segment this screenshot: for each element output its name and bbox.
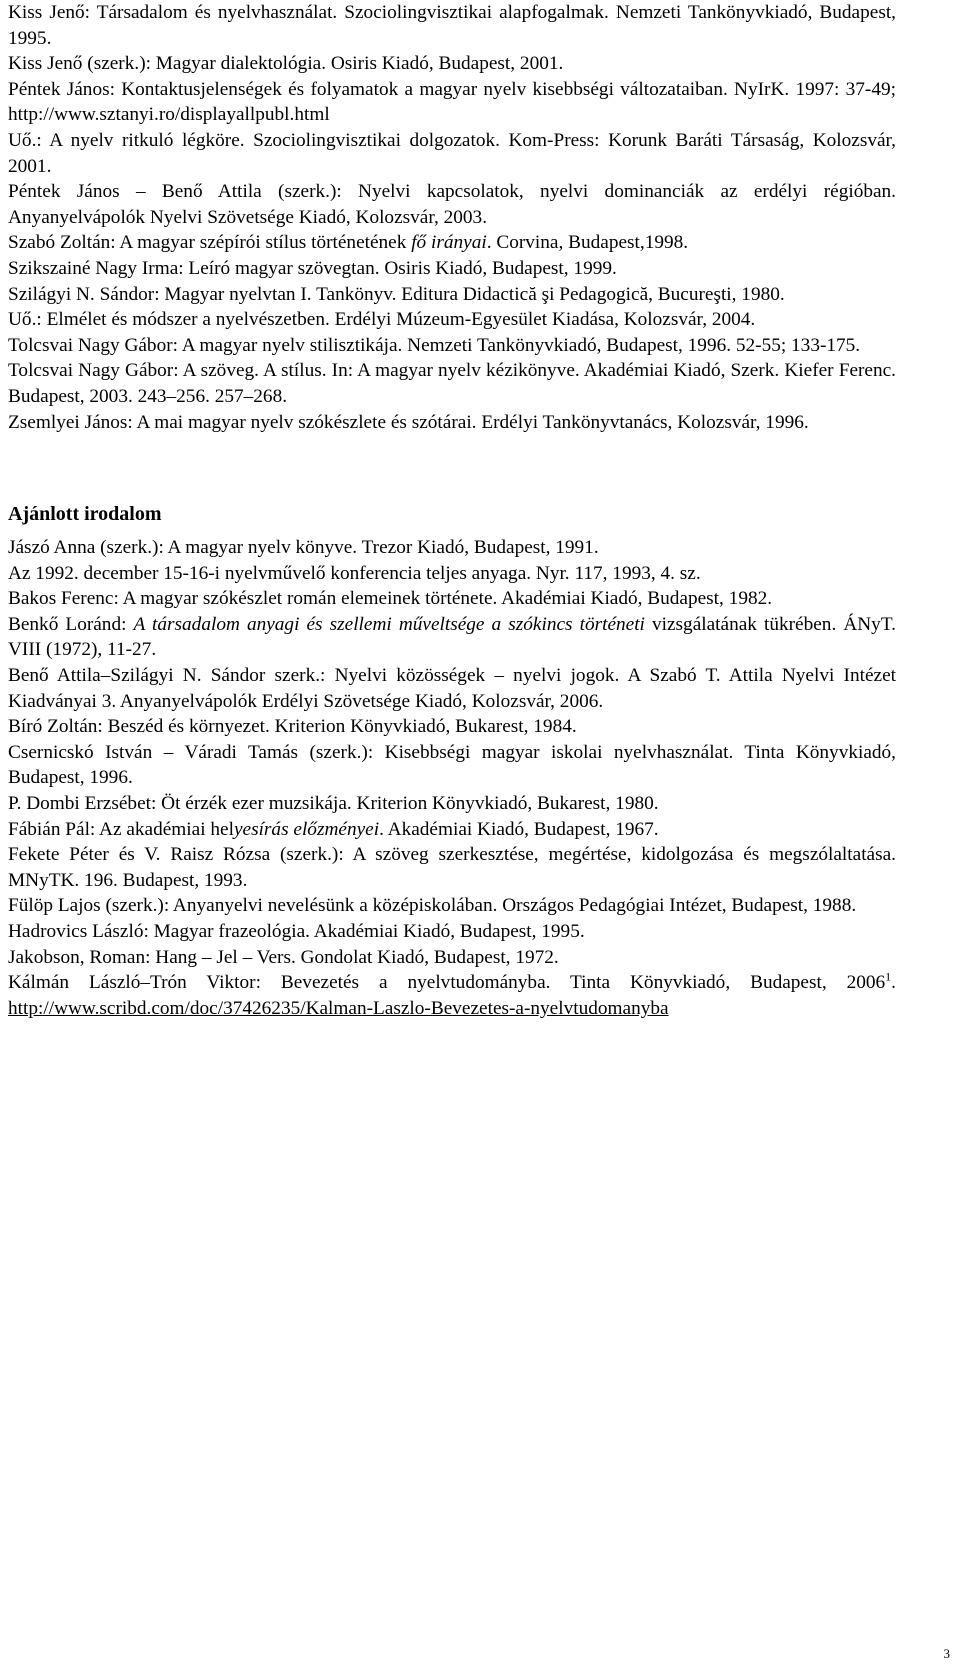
reference-entry <box>8 230 896 256</box>
reference-entry: Benő Attila–Szilágyi N. Sándor szerk.: Nyelvi közösségek – nyelvi jogok. A Szabó T. Attila Nyelvi Intézet Kiadványai 3. Anyanyelvápolók Erdélyi Szövetsége Kiadó, Kolozsvár, 2006. <box>8 665 896 712</box>
reference-entry: Szilágyi N. Sándor: Magyar nyelvtan I. Tankönyv. Editura Didactică şi Pedagogică, Bucureşti, 1980. <box>8 283 785 305</box>
reference-entry: Szikszainé Nagy Irma: Leíró magyar szövegtan. Osiris Kiadó, Budapest, 1999. <box>8 257 617 279</box>
reference-entry <box>8 612 896 663</box>
reference-entry: Fülöp Lajos (szerk.): Anyanyelvi nevelésünk a középiskolában. Országos Pedagógiai Intézet, Budapest, 1988. <box>8 895 857 917</box>
document-page <box>8 0 896 1021</box>
reference-text: Kálmán László–Trón Viktor: Bevezetés a nyelvtudományba. Tinta Könyvkiadó, Budapest, 2006 <box>8 972 886 994</box>
reference-entry: Az 1992. december 15-16-i nyelvművelő konferencia teljes anyaga. Nyr. 117, 1993, 4. sz. <box>8 562 701 584</box>
reference-text: . Akadémiai Kiadó, Budapest, 1967. <box>379 818 659 840</box>
scribd-link[interactable]: http://www.scribd.com/doc/37426235/Kalman-Laszlo-Bevezetes-a-nyelvtudomanyba <box>8 997 669 1019</box>
reference-entry: Bíró Zoltán: Beszéd és környezet. Kriterion Könyvkiadó, Bukarest, 1984. <box>8 716 577 738</box>
reference-entry <box>8 817 896 843</box>
reference-text: Szabó Zoltán: A magyar szépírói stílus történetének <box>8 232 412 254</box>
superscript-edition: 1 <box>885 969 892 984</box>
reference-entry: Tolcsvai Nagy Gábor: A magyar nyelv stilisztikája. Nemzeti Tankönyvkiadó, Budapest, 1996. 52-55; 133-175. <box>8 334 861 356</box>
reference-entry: Uő.: Elmélet és módszer a nyelvészetben. Erdélyi Múzeum-Egyesület Kiadása, Kolozsvár, 2004. <box>8 309 756 331</box>
reference-italic-text: yesírás előzményei <box>233 818 380 840</box>
reference-text: vizsgálatának tükrében. ÁNyT. VIII (1972), 11-27. <box>8 613 896 661</box>
reference-italic-text: fő irányai <box>411 232 487 254</box>
reference-entry: Uő.: A nyelv ritkuló légköre. Szociolingvisztikai dolgozatok. Kom-Press: Korunk Baráti Társaság, Kolozsvár, 2001. <box>8 129 896 177</box>
reference-entry: Zsemlyei János: A mai magyar nyelv szókészlete és szótárai. Erdélyi Tankönyvtanács, Kolozsvár, 1996. <box>8 411 809 433</box>
page-number: 3 <box>943 1646 950 1661</box>
reference-entry: Jászó Anna (szerk.): A magyar nyelv könyve. Trezor Kiadó, Budapest, 1991. <box>8 537 599 559</box>
reference-entry: Hadrovics László: Magyar frazeológia. Akadémiai Kiadó, Budapest, 1995. <box>8 921 585 942</box>
reference-text: Benkő Loránd: <box>8 613 134 635</box>
reference-entry: P. Dombi Erzsébet: Öt érzék ezer muzsikája. Kriterion Könyvkiadó, Bukarest, 1980. <box>8 793 659 815</box>
reference-text: . Corvina, Budapest,1998. <box>486 232 689 254</box>
section-heading: Ajánlott irodalom <box>8 503 162 526</box>
reference-entry <box>8 970 896 1021</box>
reference-entry: Kiss Jenő: Társadalom és nyelvhasználat. Szociolingvisztikai alapfogalmak. Nemzeti Tankönyvkiadó, Budapest, 1995. <box>8 2 896 49</box>
reference-entry: Csernicskó István – Váradi Tamás (szerk.): Kisebbségi magyar iskolai nyelvhasználat. Tinta Könyvkiadó, Budapest, 1996. <box>8 741 896 789</box>
reference-entry: Bakos Ferenc: A magyar szókészlet román elemeinek története. Akadémiai Kiadó, Budapest, 1982. <box>8 588 773 610</box>
reference-entry: Jakobson, Roman: Hang – Jel – Vers. Gondolat Kiadó, Budapest, 1972. <box>8 946 559 968</box>
recommended-reading-list <box>8 535 896 1021</box>
reference-text: Fábián Pál: Az akadémiai hel <box>8 818 234 840</box>
reference-entry: Péntek János – Benő Attila (szerk.): Nyelvi kapcsolatok, nyelvi dominanciák az erdélyi régióban. Anyanyelvápolók Nyelvi Szövetsége Kiadó, Kolozsvár, 2003. <box>8 181 896 228</box>
reference-italic-text: A társadalom anyagi és szellemi műveltsége a szókincs történeti <box>133 613 645 635</box>
reference-entry: Péntek János: Kontaktusjelenségek és folyamatok a magyar nyelv kisebbségi változataiban. NyIrK. 1997: 37-49; http://www.sztanyi.ro/displayallpubl.html <box>8 78 896 126</box>
reference-text: . <box>891 972 896 994</box>
reference-entry: Tolcsvai Nagy Gábor: A szöveg. A stílus. In: A magyar nyelv kézikönyve. Akadémiai Kiadó, Szerk. Kiefer Ferenc. Budapest, 2003. 243–256. 257–268. <box>8 360 896 407</box>
reference-entry: Fekete Péter és V. Raisz Rózsa (szerk.): A szöveg szerkesztése, megértése, kidolgozása és megszólaltatása. MNyTK. 196. Budapest, 1993. <box>8 844 896 891</box>
reference-entry: Kiss Jenő (szerk.): Magyar dialektológia. Osiris Kiadó, Budapest, 2001. <box>8 53 564 75</box>
reference-list <box>8 0 896 435</box>
